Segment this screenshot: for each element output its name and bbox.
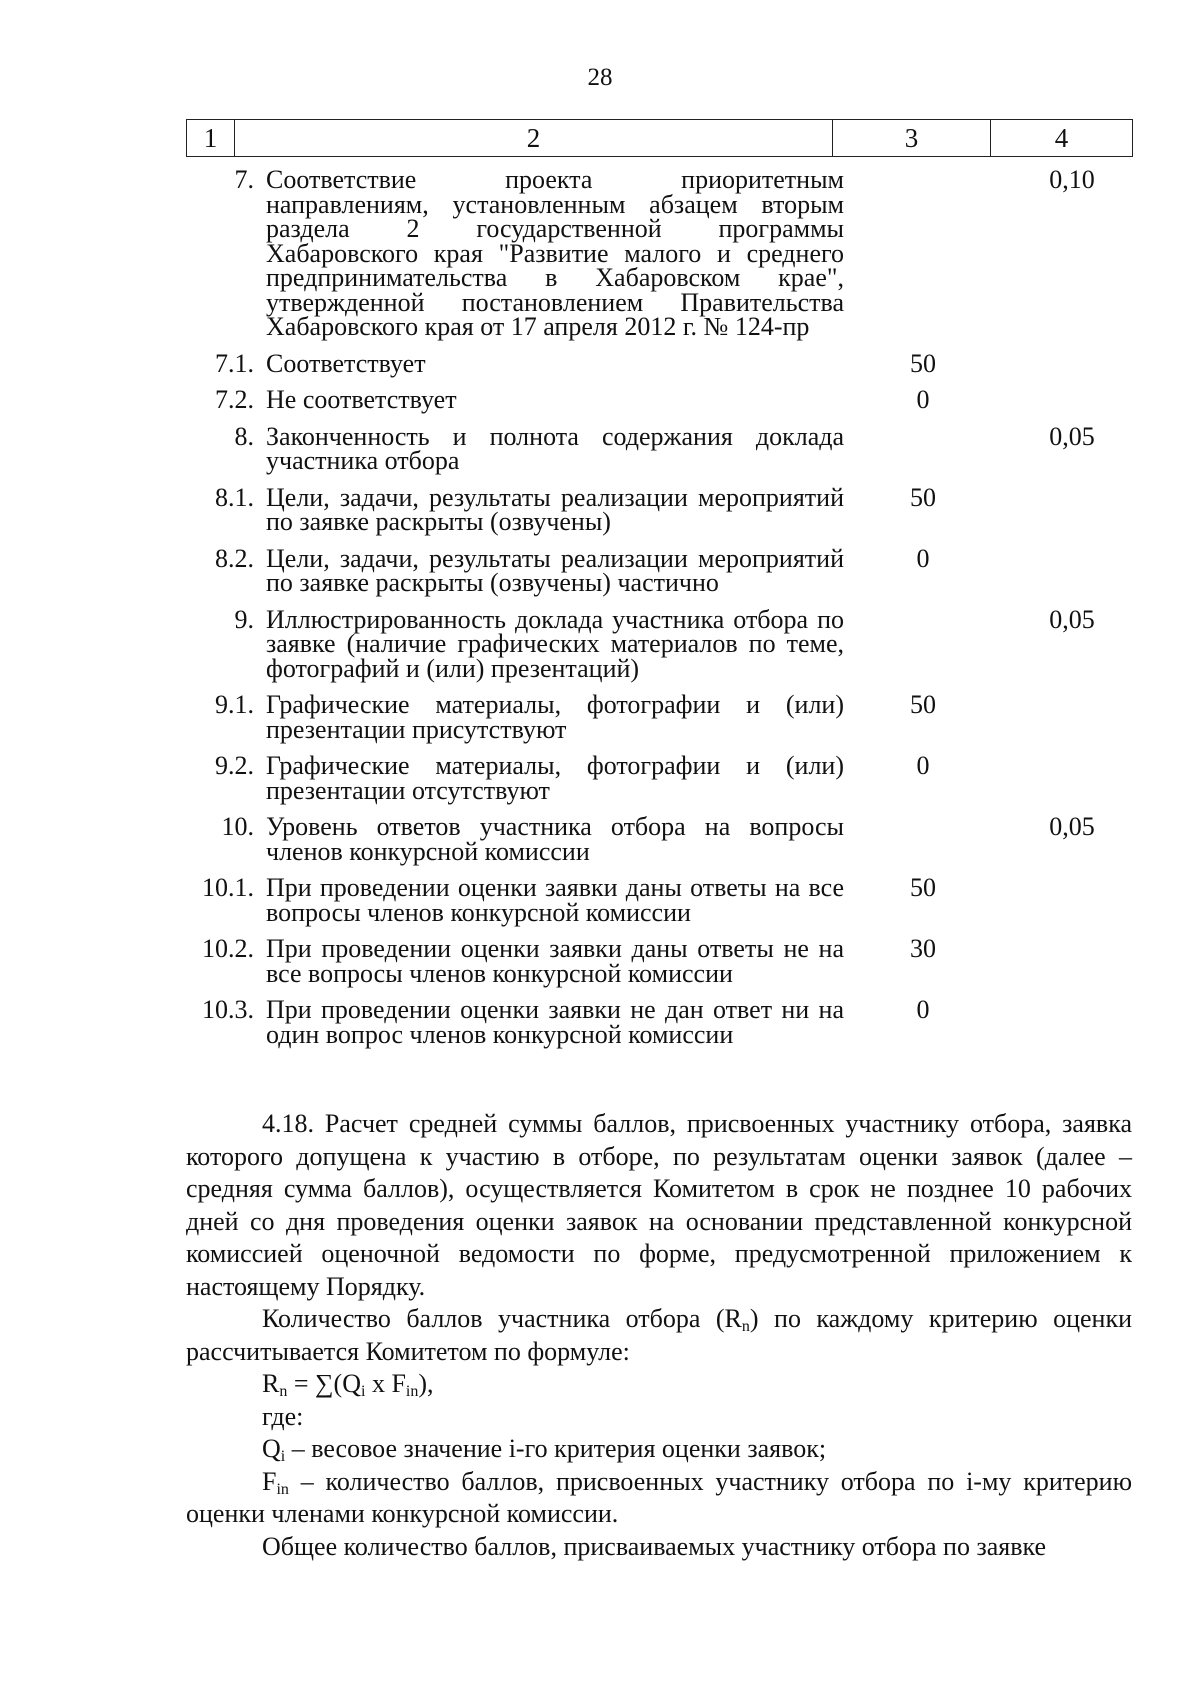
header-col-3: 3 (833, 120, 991, 157)
row-number: 8. (234, 421, 254, 451)
row-weight (1002, 486, 1142, 535)
row-score: 50 (910, 482, 936, 512)
row-score (844, 608, 1002, 682)
row-number: 9. (234, 604, 254, 634)
row-weight: 0,05 (1049, 421, 1095, 451)
row-number: 10. (221, 812, 254, 841)
table-row (186, 934, 1132, 988)
row-criterion: Соответствие проекта приоритетным направлениям, установленным абзацем вторым раздела 2 государственной программы Хабаровского края "Развитие малого и среднего предпринимательства в Хабаровском крае", утвержденной постановлением Правительства Хабаровского края от 17 апреля 2012 г. № 124-пр (266, 165, 844, 341)
row-score: 0 (916, 751, 930, 780)
formula: $R_n = \sum(Q_i$ x $F_{in}$), (262, 1369, 434, 1400)
table-header (186, 119, 1133, 157)
paragraph-rn-intro: Количество баллов участника отбора $(R_n)$ по каждому критерию оценки рассчитывается Комитетом по формуле: (186, 1304, 1133, 1366)
row-weight: 0,05 (1049, 604, 1095, 634)
row-weight (1002, 547, 1142, 596)
fin-definition: $F_{in}$ – количество баллов, присвоенных участнику отбора по i-му критерию оценки членами конкурсной комиссии. (186, 1466, 1132, 1528)
row-weight (1002, 998, 1142, 1047)
row-weight (1002, 693, 1142, 742)
row-criterion: Графические материалы, фотографии и (или) презентации присутствуют (266, 690, 844, 744)
header-col-1: 1 (187, 120, 235, 157)
header-col-4: 4 (991, 120, 1133, 157)
criteria-table (186, 165, 1132, 1059)
row-criterion: При проведении оценки заявки не дан ответ ни на один вопрос членов конкурсной комиссии (266, 995, 844, 1049)
table-row (186, 482, 1132, 536)
row-number: 7.1. (215, 348, 254, 378)
row-number: 8.1. (215, 482, 254, 512)
row-weight (1002, 352, 1142, 377)
row-number: 10.2. (202, 934, 254, 963)
row-score: 0 (916, 385, 930, 414)
table-row (186, 812, 1132, 866)
row-score: 50 (910, 873, 936, 902)
row-weight: 0,05 (1049, 812, 1095, 841)
row-score: 50 (910, 690, 936, 719)
row-criterion: Иллюстрированность доклада участника отбора по заявке (наличие графических материалов по теме, фотографий и (или) презентаций) (266, 604, 844, 683)
qi-definition: $Q_i$ – весовое значение i-го критерия оценки заявок; (262, 1434, 827, 1465)
row-score (844, 815, 1002, 864)
row-number: 7. (234, 165, 254, 194)
row-criterion: Цели, задачи, результаты реализации мероприятий по заявке раскрыты (озвучены) (266, 482, 844, 536)
paragraph-4-18: 4.18. Расчет средней суммы баллов, присвоенных участнику отбора, заявка которого допущена к участию в отборе, по результатам оценки заявок (далее – средняя сумма баллов), осуществляется Комитетом в срок не позднее 10 рабочих дней со дня проведения оценки заявок на основании представленной конкурсной комиссией оценочной ведомости по форме, предусмотренной приложением к настоящему Порядку. (186, 1109, 1132, 1301)
row-criterion: При проведении оценки заявки даны ответы на все вопросы членов конкурсной комиссии (266, 873, 844, 927)
row-score: 30 (910, 934, 936, 963)
table-row (186, 543, 1132, 597)
table-row (186, 873, 1132, 927)
table-row (186, 604, 1132, 683)
row-score: 0 (916, 995, 930, 1024)
row-number: 10.1. (202, 873, 254, 902)
row-number: 10.3. (202, 995, 254, 1024)
row-score (844, 168, 1002, 340)
row-weight (1002, 754, 1142, 803)
table-row (186, 165, 1132, 341)
row-criterion: При проведении оценки заявки даны ответы не на все вопросы членов конкурсной комиссии (266, 934, 844, 988)
table-row (186, 995, 1132, 1049)
row-weight: 0,10 (1049, 165, 1095, 194)
row-number: 8.2. (215, 543, 254, 573)
row-score: 0 (916, 543, 930, 573)
row-weight (1002, 937, 1142, 986)
row-weight (1002, 388, 1142, 413)
row-number: 9.1. (215, 690, 254, 719)
row-criterion: Соответствует (266, 348, 426, 378)
where-label: где: (262, 1401, 304, 1431)
body-text (186, 1108, 1132, 1563)
row-criterion: Не соответствует (266, 385, 457, 414)
table-row (186, 690, 1132, 744)
table-row (186, 348, 1132, 378)
row-criterion: Законченность и полнота содержания доклада участника отбора (266, 421, 844, 475)
row-number: 7.2. (215, 385, 254, 414)
table-row (186, 421, 1132, 475)
row-criterion: Уровень ответов участника отбора на вопросы членов конкурсной комиссии (266, 812, 844, 866)
table-row (186, 751, 1132, 805)
row-criterion: Графические материалы, фотографии и (или) презентации отсутствуют (266, 751, 844, 805)
row-score (844, 425, 1002, 474)
row-score: 50 (910, 348, 936, 378)
table-row (186, 385, 1132, 414)
page-number: 28 (587, 64, 613, 91)
row-weight (1002, 876, 1142, 925)
header-col-2: 2 (235, 120, 833, 157)
paragraph-total: Общее количество баллов, присваиваемых участнику отбора по заявке (262, 1531, 1047, 1561)
row-number: 9.2. (215, 751, 254, 780)
row-criterion: Цели, задачи, результаты реализации мероприятий по заявке раскрыты (озвучены) частично (266, 543, 844, 597)
